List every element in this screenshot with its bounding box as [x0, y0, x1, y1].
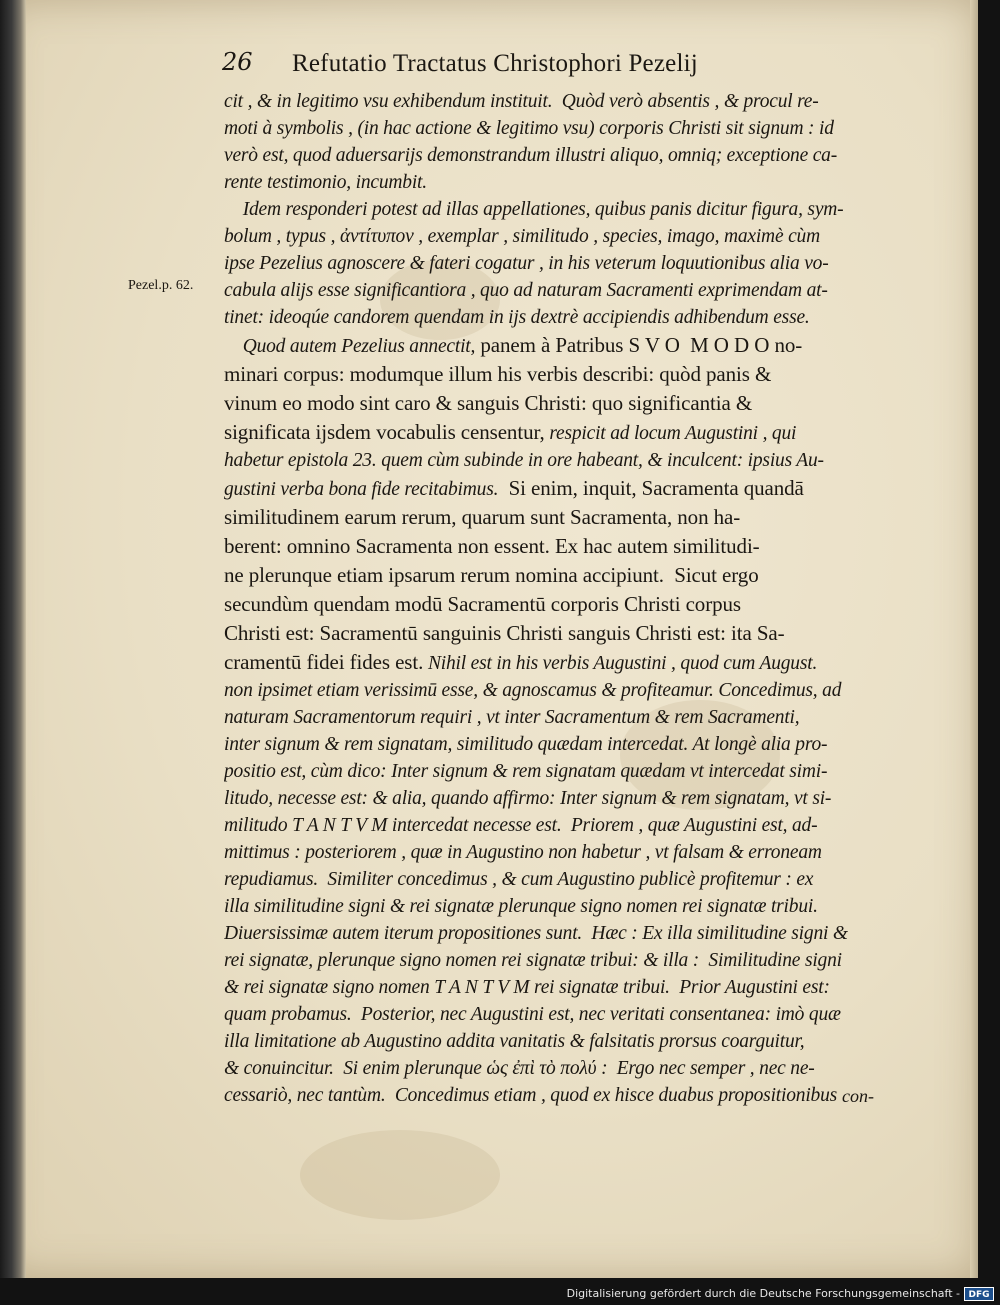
text-line: Idem responderi potest ad illas appellationes, quibus panis dicitur figura, sym-: [224, 199, 844, 220]
dfg-logo-icon: DFG: [964, 1287, 994, 1301]
marginal-reference: Pezel.p. 62.: [128, 278, 194, 293]
text-line: habetur epistola 23. quem cùm subinde in ore habeant, & inculcent: ipsius Au-: [224, 450, 824, 471]
text-line: berent: omnino Sacramenta non essent. Ex hac autem similitudi-: [224, 534, 760, 558]
text-line: similitudinem earum rerum, quarum sunt Sacramenta, non ha-: [224, 505, 741, 529]
catchword: con-: [842, 1086, 874, 1106]
body-text: [224, 88, 914, 1109]
text-line: bolum , typus , ἀντίτυπον , exemplar , similitudo , species, imago, maximè cùm: [224, 226, 820, 247]
text-line: cabula alijs esse significantiora , quo ad naturam Sacramenti exprimendam at-: [224, 280, 828, 301]
text-line: ne plerunque etiam ipsarum rerum nomina accipiunt. Sicut ergo: [224, 563, 759, 587]
text-line: rente testimonio, incumbit.: [224, 172, 427, 193]
text-line: cit , & in legitimo vsu exhibendum instituit. Quòd verò absentis , & procul re-: [224, 91, 819, 112]
text-line: illa limitatione ab Augustino addita vanitatis & falsitatis prorsus coarguitur,: [224, 1031, 805, 1052]
text-line: illa similitudine signi & rei signatæ plerunque signo nomen rei signatæ tribui.: [224, 896, 818, 917]
text-line: Christi est: Sacramentū sanguinis Christi sanguis Christi est: ita Sa-: [224, 621, 785, 645]
text-line: [224, 331, 914, 360]
text-line: Diuersissimæ autem iterum propositiones sunt. Hæc : Ex illa similitudine signi &: [224, 923, 848, 944]
italic-segment: gustini verba bona fide recitabimus.: [224, 479, 499, 500]
text-line: litudo, necesse est: & alia, quando affirmo: Inter signum & rem signatam, vt si-: [224, 788, 832, 809]
text-line: rei signatæ, plerunque signo nomen rei signatæ tribui: & illa : Similitudine signi: [224, 950, 842, 971]
italic-segment: respicit ad locum Augustini , qui: [544, 423, 797, 444]
running-title: Refutatio Tractatus Christophori Pezelij: [292, 50, 698, 77]
text-line: naturam Sacramentorum requiri , vt inter Sacramentum & rem Sacramenti,: [224, 707, 800, 728]
page-number: 26: [222, 48, 253, 76]
book-gutter: [0, 0, 26, 1278]
text-line: quam probamus. Posterior, nec Augustini est, nec veritati consentanea: imò quæ: [224, 1004, 841, 1025]
roman-segment: panem à Patribus S V O M O D O no-: [475, 333, 803, 357]
roman-segment: Si enim, inquit, Sacramenta quandā: [498, 476, 804, 500]
italic-segment: Nihil est in his verbis Augustini , quod cum August.: [423, 653, 818, 674]
text-line: minari corpus: modumque illum his verbis describi: quòd panis &: [224, 362, 772, 386]
page-edge: [970, 0, 978, 1278]
text-line: ipse Pezelius agnoscere & fateri cogatur , in his veterum loquutionibus alia vo-: [224, 253, 829, 274]
text-line: militudo T A N T V M intercedat necesse est. Priorem , quæ Augustini est, ad-: [224, 815, 818, 836]
text-line: inter signum & rem signatam, similitudo quædam intercedat. At longè alia pro-: [224, 734, 828, 755]
text-line: [224, 418, 914, 447]
text-line: & conuincitur. Si enim plerunque ὡς ἐπὶ τὸ πολύ : Ergo nec semper , nec ne-: [224, 1058, 815, 1079]
page-header: [222, 48, 922, 84]
text-line: repudiamus. Similiter concedimus , & cum Augustino publicè profitemur : ex: [224, 869, 814, 890]
roman-segment: significata ijsdem vocabulis censentur,: [224, 420, 545, 444]
text-line: non ipsimet etiam verissimū esse, & agnoscamus & profiteamur. Concedimus, ad: [224, 680, 842, 701]
funding-note: Digitalisierung gefördert durch die Deutsche Forschungsgemeinschaft -: [566, 1287, 960, 1300]
text-line: mittimus : posteriorem , quæ in Augustino non habetur , vt falsam & erroneam: [224, 842, 822, 863]
text-line: verò est, quod aduersarijs demonstrandum illustri aliquo, omniq; exceptione ca-: [224, 145, 837, 166]
text-line: cessariò, nec tantùm. Concedimus etiam , quod ex hisce duabus propositionibus: [224, 1085, 838, 1106]
text-line: & rei signatæ signo nomen T A N T V M rei signatæ tribui. Prior Augustini est:: [224, 977, 830, 998]
text-line: tinet: ideoqúe candorem quendam in ijs dextrè accipiendis adhibendum esse.: [224, 307, 810, 328]
roman-segment: cramentū fidei fides est.: [224, 650, 424, 674]
paper-stain: [300, 1130, 500, 1220]
text-line: [224, 648, 914, 677]
text-line: secundùm quendam modū Sacramentū corporis Christi corpus: [224, 592, 741, 616]
text-line: vinum eo modo sint caro & sanguis Christi: quo significantia &: [224, 391, 753, 415]
text-line: [224, 474, 914, 503]
text-line: positio est, cùm dico: Inter signum & rem signatam quædam vt intercedat simi-: [224, 761, 828, 782]
italic-segment: Quod autem Pezelius annectit,: [224, 336, 476, 357]
text-line: moti à symbolis , (in hac actione & legitimo vsu) corporis Christi sit signum : id: [224, 118, 834, 139]
